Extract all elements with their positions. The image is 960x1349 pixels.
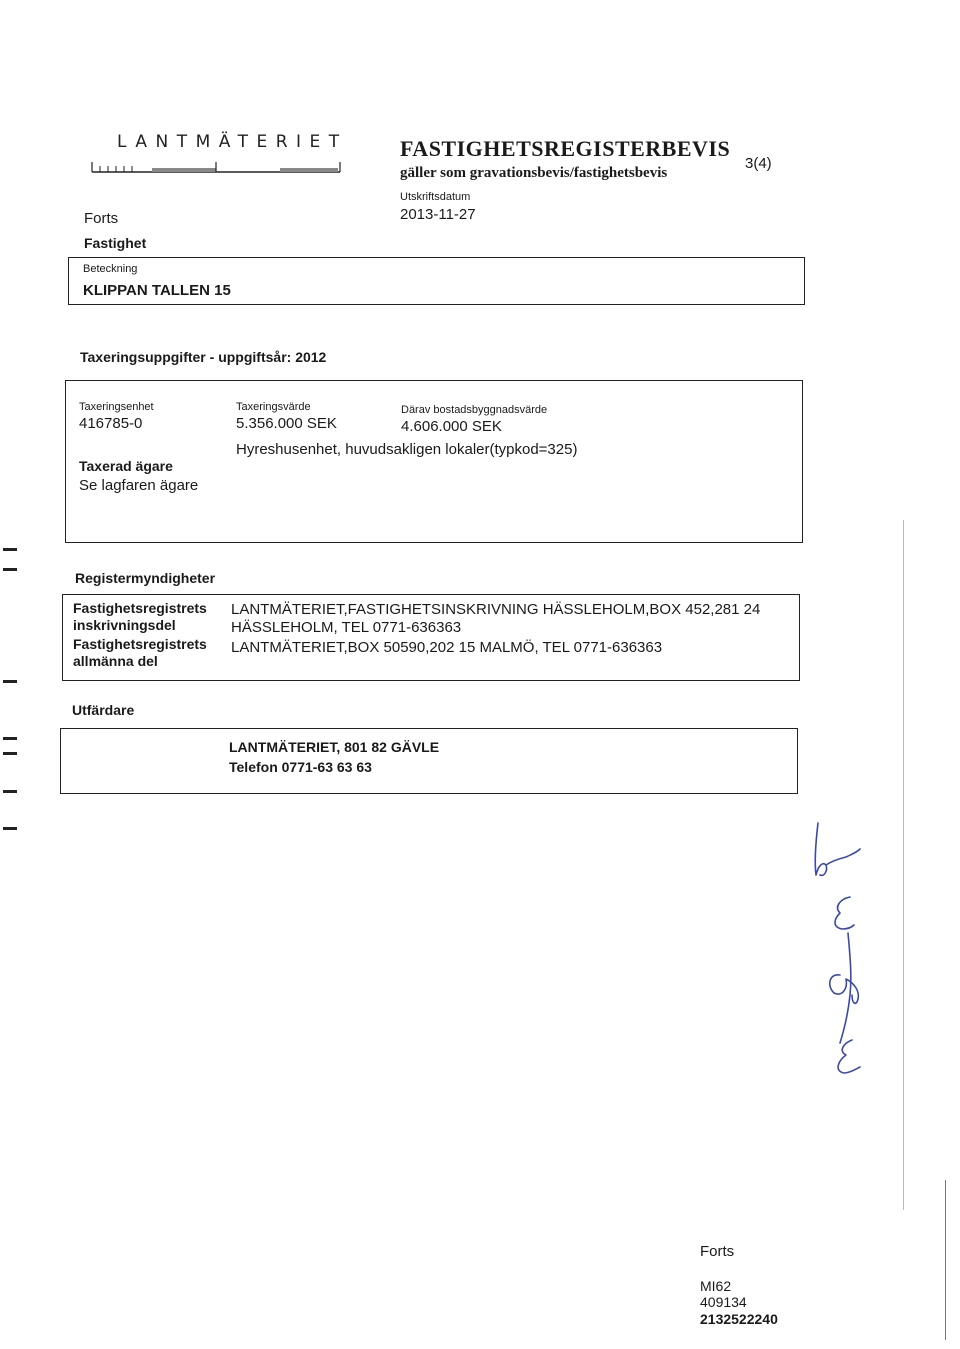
- print-date-label: Utskriftsdatum: [400, 191, 471, 203]
- utfardare-line-1: LANTMÄTERIET, 801 82 GÄVLE: [229, 739, 440, 755]
- taxering-box: [65, 380, 803, 543]
- scan-edge-line: [903, 520, 904, 1210]
- margin-mark: [3, 790, 17, 793]
- fastighet-box: [68, 257, 805, 305]
- utfardare-line-2: Telefon 0771-63 63 63: [229, 759, 372, 775]
- inskrivning-label-1: Fastighetsregistrets: [73, 600, 207, 616]
- beteckning-label: Beteckning: [83, 263, 138, 275]
- utfardare-heading: Utfärdare: [72, 702, 135, 718]
- page-number: 3(4): [745, 155, 772, 172]
- bostadsvarde-label: Därav bostadsbyggnadsvärde: [401, 404, 548, 416]
- taxering-typ: Hyreshusenhet, huvudsakligen lokaler(typkod=325): [236, 441, 578, 458]
- forts-label: Forts: [84, 210, 119, 227]
- taxeringsenhet-value: 416785-0: [79, 415, 143, 432]
- footer-code-1: MI62: [700, 1278, 732, 1294]
- footer-forts: Forts: [700, 1243, 735, 1260]
- inskrivning-label-2: inskrivningsdel: [73, 617, 176, 633]
- lantmateriet-logo: LANTMÄTERIET: [117, 132, 348, 152]
- handwritten-signature: [790, 815, 890, 1095]
- bostadsvarde-value: 4.606.000 SEK: [401, 418, 502, 435]
- logo-scale-bar: [90, 160, 342, 174]
- utfardare-box: [60, 728, 798, 794]
- inskrivning-value-1: LANTMÄTERIET,FASTIGHETSINSKRIVNING HÄSSLEHOLM,BOX 452,281 24: [231, 601, 761, 618]
- inskrivning-value-2: HÄSSLEHOLM, TEL 0771-636363: [231, 619, 462, 636]
- margin-mark: [3, 752, 17, 755]
- document-subtitle: gäller som gravationsbevis/fastighetsbevis: [400, 165, 668, 181]
- margin-mark: [3, 737, 17, 740]
- registermyndigheter-heading: Registermyndigheter: [75, 570, 216, 586]
- footer-code-2: 409134: [700, 1294, 747, 1310]
- taxeringsvarde-label: Taxeringsvärde: [236, 401, 311, 413]
- registermyndigheter-box: [62, 594, 800, 681]
- taxering-heading: Taxeringsuppgifter - uppgiftsår: 2012: [80, 349, 327, 365]
- allmanna-label-2: allmänna del: [73, 653, 158, 669]
- taxerad-agare-value: Se lagfaren ägare: [79, 477, 199, 494]
- taxerad-agare-label: Taxerad ägare: [79, 458, 173, 474]
- margin-mark: [3, 827, 17, 830]
- margin-mark: [3, 680, 17, 683]
- allmanna-label-1: Fastighetsregistrets: [73, 636, 207, 652]
- margin-mark: [3, 568, 17, 571]
- scan-edge-line: [945, 1180, 946, 1340]
- footer-code-3: 2132522240: [700, 1311, 778, 1327]
- allmanna-value: LANTMÄTERIET,BOX 50590,202 15 MALMÖ, TEL 0771-636363: [231, 639, 663, 656]
- beteckning-value: KLIPPAN TALLEN 15: [83, 282, 231, 299]
- taxeringsvarde-value: 5.356.000 SEK: [236, 415, 337, 432]
- taxeringsenhet-label: Taxeringsenhet: [79, 401, 154, 413]
- fastighet-heading: Fastighet: [84, 235, 147, 251]
- print-date-value: 2013-11-27: [400, 206, 476, 223]
- document-title: FASTIGHETSREGISTERBEVIS: [400, 136, 731, 161]
- margin-mark: [3, 548, 17, 551]
